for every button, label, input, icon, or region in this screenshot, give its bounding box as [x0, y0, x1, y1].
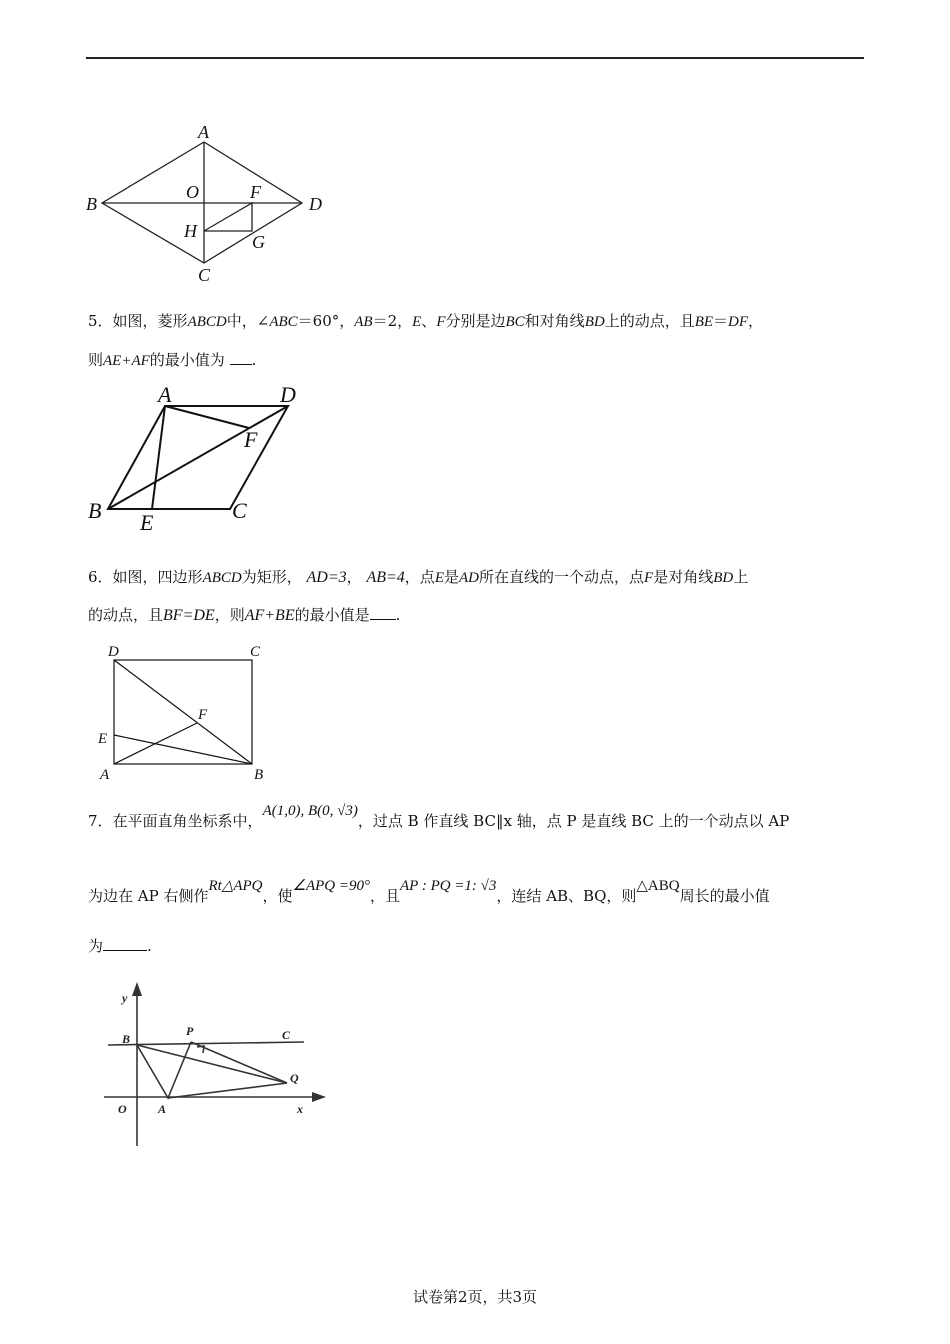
segment-bap — [137, 1042, 191, 1098]
q7-line2: 为边在 AP 右侧作Rt△APQ，使∠APQ =90°，且AP : PQ =1: √3，连结 AB、BQ，则△ABQ周长的最小值 — [88, 878, 770, 905]
label-g: G — [252, 232, 265, 252]
label-f: F — [244, 427, 258, 452]
label-a: A — [198, 122, 209, 142]
q5-line1: 5．如图，菱形ABCD中，∠ABC＝60°，AB＝2，E、F分别是边BC和对角线BD上的动点，且BE＝DF， — [88, 312, 764, 330]
q7-line3: 为 . — [88, 937, 152, 955]
label-f: F — [198, 707, 208, 723]
segment-af — [165, 406, 249, 428]
label-b: B — [86, 194, 97, 214]
diagonal-bd — [108, 406, 288, 509]
label-f: F — [250, 182, 261, 202]
diagonal-bd — [114, 660, 252, 764]
x-axis-arrow — [312, 1092, 326, 1102]
figure-q4-rhombus — [80, 118, 340, 288]
label-b: B — [122, 1032, 131, 1046]
answer-blank-q6[interactable] — [370, 605, 396, 620]
label-d: D — [309, 194, 322, 214]
label-e: E — [98, 731, 108, 747]
label-c: C — [282, 1028, 291, 1042]
page-footer: 试卷第2页，共3页 — [412, 1288, 538, 1306]
label-x: x — [297, 1102, 303, 1116]
label-b: B — [88, 498, 102, 523]
label-d: D — [108, 644, 119, 660]
segment-eb — [114, 735, 252, 764]
label-p: P — [186, 1024, 194, 1038]
label-a: A — [100, 767, 110, 783]
triangle-hfg — [204, 203, 252, 231]
label-c: C — [250, 644, 261, 660]
label-d: D — [280, 382, 296, 407]
label-a: A — [158, 382, 172, 407]
label-q: Q — [290, 1071, 299, 1085]
label-a: A — [158, 1102, 167, 1116]
answer-blank-q7[interactable] — [103, 936, 147, 951]
header-rule — [86, 57, 864, 59]
y-axis-arrow — [132, 982, 142, 996]
segment-aq — [168, 1083, 287, 1098]
label-o: O — [186, 182, 199, 202]
figure-q7-coordinate-plane — [100, 982, 330, 1152]
label-c: C — [232, 498, 247, 523]
q5-line2: 则AE+AF的最小值为 . — [88, 351, 257, 369]
label-c: C — [198, 265, 211, 285]
answer-blank-q5[interactable] — [230, 350, 252, 365]
label-o: O — [118, 1102, 127, 1116]
figure-q5-parallelogram — [80, 378, 320, 538]
segment-af — [114, 723, 197, 764]
label-h: H — [184, 221, 197, 241]
segment-ae — [152, 406, 165, 509]
q7-line1: 7．在平面直角坐标系中，A(1,0), B(0, √3)，过点 B 作直线 BC‖x 轴，点 P 是直线 BC 上的一个动点以 AP — [88, 803, 790, 830]
label-y: y — [122, 991, 128, 1005]
q6-line2: 的动点，且BF=DE，则AF+BE的最小值是 . — [88, 606, 401, 624]
figure-q6-rectangle — [94, 640, 284, 790]
q6-line1: 6．如图，四边形ABCD为矩形， AD=3， AB=4，点E是AD所在直线的一个动点，点F是对角线BD上 — [88, 568, 749, 586]
label-b: B — [254, 767, 264, 783]
label-e: E — [140, 510, 154, 535]
